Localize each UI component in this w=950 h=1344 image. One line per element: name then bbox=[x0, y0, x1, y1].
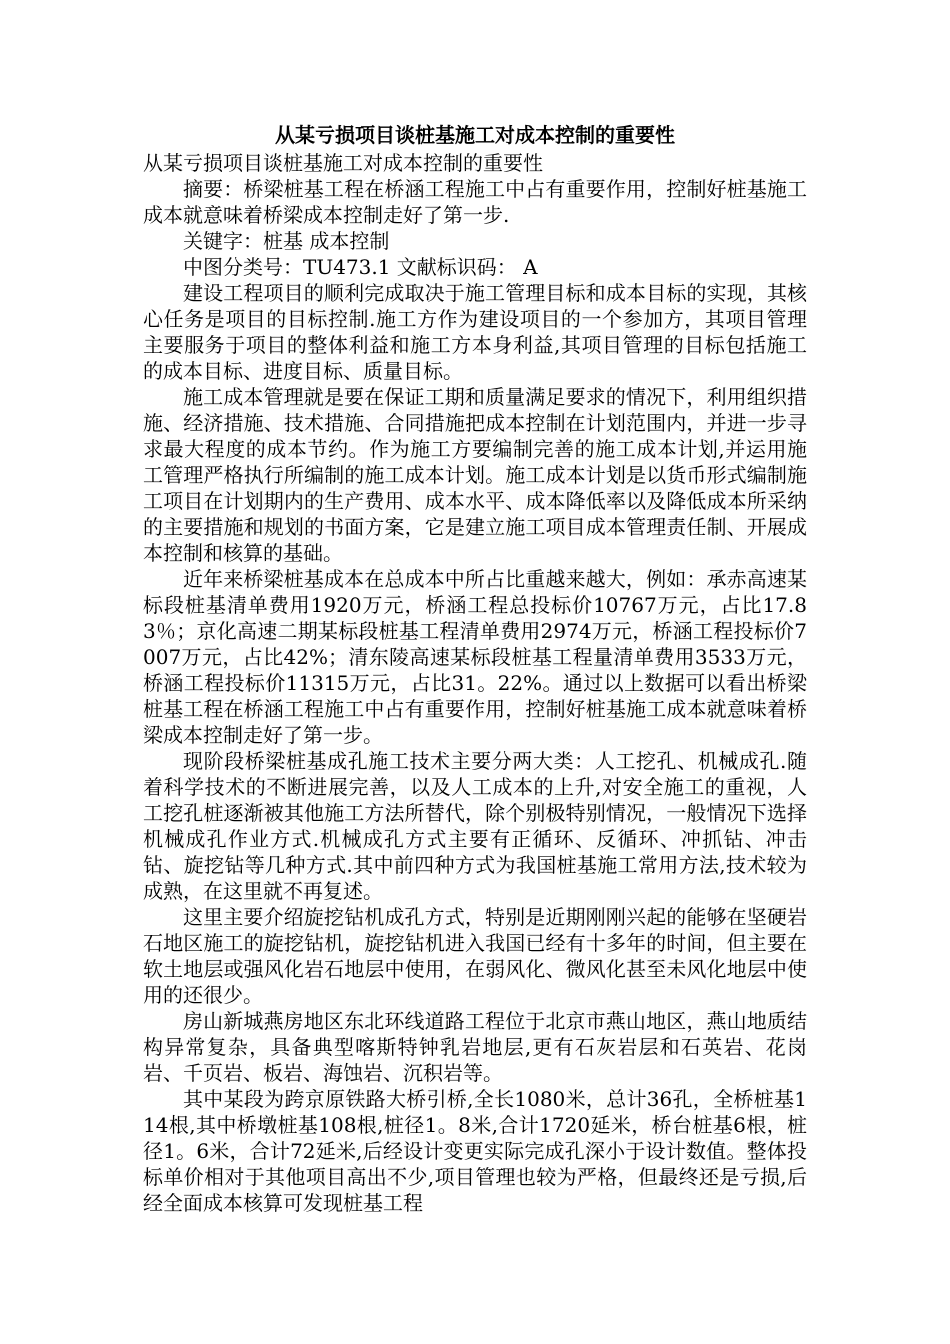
body-paragraph-5: 这里主要介绍旋挖钻机成孔方式，特别是近期刚刚兴起的能够在坚硬岩石地区施工的旋挖钻机，旋挖钻机进入我国已经有十多年的时间，但主要在软土地层或强风化岩石地层中使用，在弱风化、微风化甚至未风化地层中使用的还很少。 bbox=[143, 905, 807, 1007]
body-paragraph-1: 建设工程项目的顺利完成取决于施工管理目标和成本目标的实现，其核心任务是项目的目标控制.施工方作为建设项目的一个参加方，其项目管理主要服务于项目的整体利益和施工方本身利益,其项目管理的目标包括施工的成本目标、进度目标、质量目标。 bbox=[143, 281, 807, 383]
body-paragraph-3: 近年来桥梁桩基成本在总成本中所占比重越来越大，例如：承赤高速某标段桩基清单费用1920万元，桥涵工程总投标价10767万元，占比17.83％；京化高速二期某标段桩基工程清单费用2974万元，桥涵工程投标价7007万元，占比42%；清东陵高速某标段桩基工程量清单费用3533万元，桥涵工程投标价11315万元，占比31。22%。通过以上数据可以看出桥梁桩基工程在桥涵工程施工中占有重要作用，控制好桩基施工成本就意味着桥梁成本控制走好了第一步。 bbox=[143, 567, 807, 747]
keywords-line: 关键字：桩基 成本控制 bbox=[183, 229, 390, 253]
body-paragraph-2: 施工成本管理就是要在保证工期和质量满足要求的情况下，利用组织措施、经济措施、技术措施、合同措施把成本控制在计划范围内，并进一步寻求最大程度的成本节约。作为施工方要编制完善的施工成本计划,并运用施工管理严格执行所编制的施工成本计划。施工成本计划是以货币形式编制施工项目在计划期内的生产费用、成本水平、成本降低率以及降低成本所采纳的主要措施和规划的书面方案，它是建立施工项目成本管理责任制、开展成本控制和核算的基础。 bbox=[143, 385, 807, 565]
document-title: 从某亏损项目谈桩基施工对成本控制的重要性 bbox=[275, 123, 675, 147]
body-paragraph-4: 现阶段桥梁桩基成孔施工技术主要分两大类：人工挖孔、机械成孔.随着科学技术的不断进展完善，以及人工成本的上升,对安全施工的重视，人工挖孔桩逐渐被其他施工方法所替代，除个别极特别情况，一般情况下选择机械成孔作业方式.机械成孔方式主要有正循环、反循环、冲抓钻、冲击钻、旋挖钻等几种方式.其中前四种方式为我国桩基施工常用方法,技术较为成熟，在这里就不再复述。 bbox=[143, 749, 807, 903]
body-paragraph-6: 房山新城燕房地区东北环线道路工程位于北京市燕山地区，燕山地质结构异常复杂，具备典型喀斯特钟乳岩地层,更有石灰岩层和石英岩、花岗岩、千页岩、板岩、海蚀岩、沉积岩等。 bbox=[143, 1009, 807, 1085]
document-subtitle: 从某亏损项目谈桩基施工对成本控制的重要性 bbox=[143, 151, 543, 175]
document-body bbox=[143, 122, 807, 1216]
classification-line: 中图分类号：TU473.1 文献标识码： A bbox=[183, 255, 538, 279]
body-paragraph-7: 其中某段为跨京原铁路大桥引桥,全长1080米，总计36孔，全桥桩基114根,其中桥墩桩基108根,桩径1。8米,合计1720延米，桥台桩基6根，桩径1。6米，合计72延米,后经设计变更实际完成孔深小于设计数值。整体投标单价相对于其他项目高出不少,项目管理也较为严格，但最终还是亏损,后经全面成本核算可发现桩基工程 bbox=[143, 1087, 807, 1215]
abstract-paragraph: 摘要：桥梁桩基工程在桥涵工程施工中占有重要作用，控制好桩基施工成本就意味着桥梁成本控制走好了第一步. bbox=[143, 177, 807, 227]
